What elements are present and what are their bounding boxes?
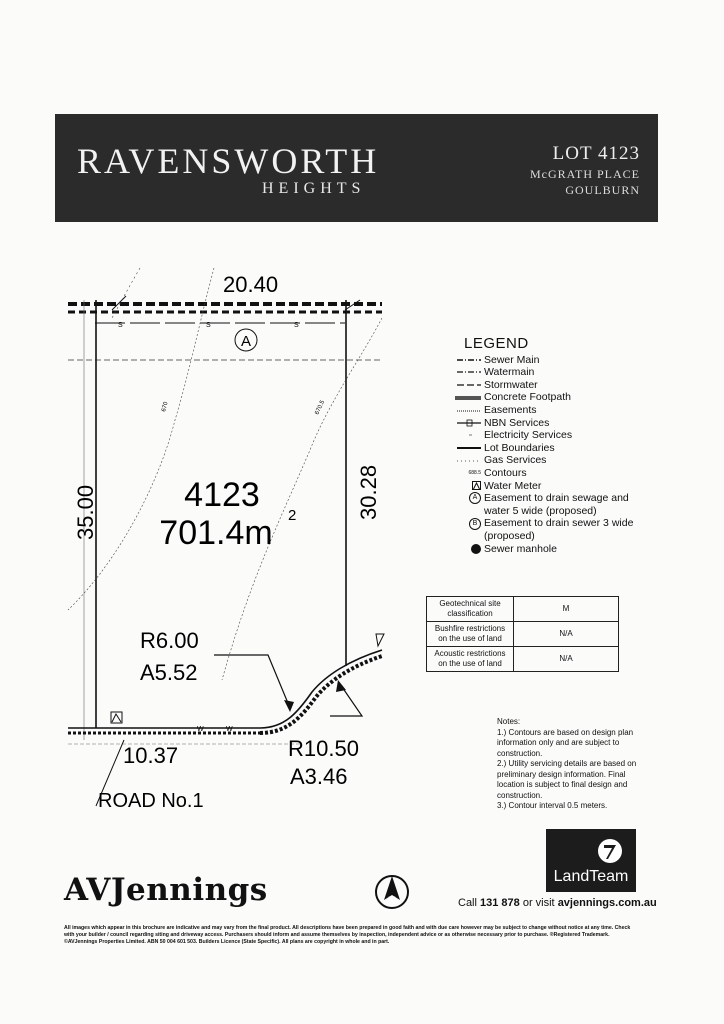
legend-item: NBN Services [452, 417, 652, 430]
legend [452, 335, 652, 555]
sewer-manhole-dot-icon [452, 543, 484, 556]
legend-item: Concrete Footpath [452, 391, 652, 404]
easement-b-circle-icon: B [452, 517, 484, 530]
curve1-arrow [284, 700, 294, 712]
landteam-emblem-icon [546, 829, 636, 869]
legend-item: Stormwater [452, 379, 652, 392]
lot-title: LOT 4123 [552, 143, 640, 164]
stormwater-line-icon [452, 379, 484, 392]
curve2-radius: R10.50 [288, 736, 359, 761]
contour-label-670: 670 [161, 401, 170, 413]
disclaimer: All images which appear in this brochure are indicative and may vary from the final product. All descriptions have been prepared in good faith and with due care however may be subject to change without notice at any time. Check with your builder / council regarding siting and driveway access. Purchasers should inform and assume themselves by inspection, independent advice or as otherwise necessary prior to purchase. ®Registered Trademark. ©AVJennings Properties Limited. ABN 50 004 601 503. Builders Licence (State Specific). All plans are copyright in whole and in part. [64, 925, 631, 945]
dim-top: 20.40 [223, 272, 279, 297]
website-link[interactable]: avjennings.com.au [557, 897, 657, 909]
easement-a-label: A [240, 333, 252, 350]
curve1-arc: A5.52 [140, 660, 198, 685]
legend-item: Sewer manhole [452, 543, 652, 556]
legend-item: 688.5 Contours [452, 467, 652, 480]
lot-number: 4123 [184, 476, 260, 514]
curve2-arrow [336, 680, 346, 692]
concrete-footpath-hatch-icon [452, 391, 484, 404]
legend-item: Watermain [452, 366, 652, 379]
watermain-line-icon [452, 366, 484, 379]
easement-a-circle-icon: A [452, 492, 484, 505]
legend-item: Gas Services [452, 454, 652, 467]
note-item: 1.) Contours are based on design plan information only and are subject to construction. [497, 727, 634, 758]
electricity-line-icon [452, 429, 484, 442]
lot-area: 701.4m [159, 514, 273, 552]
sewer-mark-3: S [294, 322, 299, 329]
water-mark-1: W [197, 726, 204, 733]
sewer-main-line-icon [452, 354, 484, 367]
legend-item: Easements [452, 404, 652, 417]
legend-item: B Easement to drain sewer 3 wide (proposed) [452, 517, 652, 542]
curve1-radius: R6.00 [140, 628, 199, 653]
contact-line: Call 131 878 or visit avjennings.com.au [458, 897, 657, 909]
landteam-logo [546, 829, 636, 892]
front-boundary-curve [260, 650, 382, 728]
legend-item: A Easement to drain sewage and water 5 wide (proposed) [452, 492, 652, 517]
table-row: Geotechnical site classification M [427, 597, 619, 622]
note-item: 3.) Contour interval 0.5 meters. [497, 801, 608, 810]
curve2-leader [330, 684, 362, 716]
dim-left: 35.00 [73, 484, 98, 540]
lot-area-exponent: 2 [288, 507, 297, 524]
brand-subtitle: HEIGHTS [262, 180, 366, 197]
lot-boundary-line-icon [452, 442, 484, 455]
table-row: Acoustic restrictions on the use of land N/A [427, 647, 619, 672]
lot-suburb: GOULBURN [565, 183, 640, 197]
contour-670 [68, 268, 214, 610]
legend-item: Water Meter [452, 480, 652, 493]
dim-bottom: 10.37 [123, 743, 179, 768]
contour-label-670-5: 670.5 [314, 399, 327, 416]
road-name: ROAD No.1 [98, 790, 204, 812]
landteam-label: LandTeam [553, 868, 629, 885]
boundary-peg-icon [376, 634, 384, 646]
nbn-line-icon [452, 417, 484, 430]
curve1-leader [214, 655, 290, 708]
gas-line-icon [452, 454, 484, 467]
note-item: 2.) Utility servicing details are based on preliminary design information. Final location is subject to final design and construction. [497, 759, 637, 800]
easements-dotted-icon [452, 404, 484, 417]
footpath-curve [260, 656, 382, 733]
curve2-arc: A3.46 [290, 764, 348, 789]
brand-title: RAVENSWORTH [77, 141, 380, 181]
phone-number[interactable]: 131 878 [480, 897, 520, 909]
legend-item: Lot Boundaries [452, 442, 652, 455]
water-mark-2: W [226, 726, 233, 733]
site-classification-table [426, 596, 619, 672]
legend-title: LEGEND [464, 335, 529, 352]
north-label: N [388, 895, 396, 907]
legend-item: Sewer Main [452, 354, 652, 367]
sewer-mark-1: S [118, 322, 123, 329]
table-row: Bushfire restrictions on the use of land N/A [427, 622, 619, 647]
water-meter-icon [452, 480, 484, 493]
dim-right: 30.28 [356, 464, 381, 520]
sewer-mark-2: S [206, 322, 211, 329]
notes [497, 717, 637, 812]
legend-item: Electricity Services [452, 429, 652, 442]
lot-street: McGRATH PLACE [529, 167, 640, 181]
developer-logo: AVJennings [64, 872, 268, 908]
notes-title: Notes: [497, 717, 521, 726]
contour-line-icon: 688.5 [468, 469, 481, 476]
